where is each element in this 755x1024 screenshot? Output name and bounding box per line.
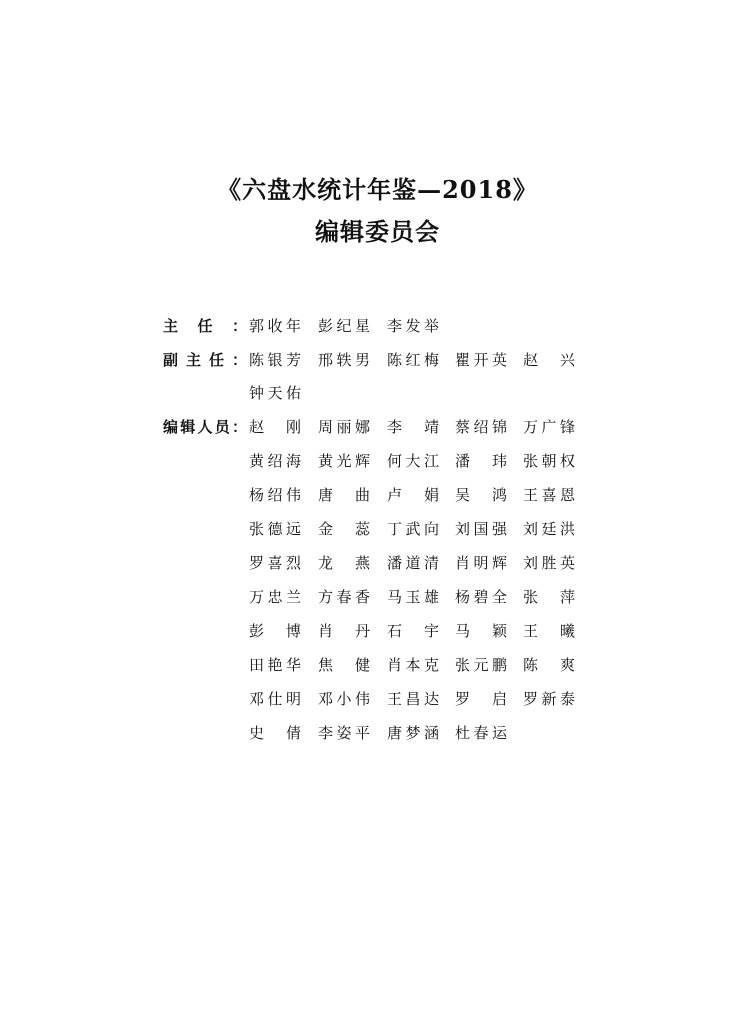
- member-name: 焦 健: [318, 656, 370, 674]
- editors-row: [0, 653, 755, 677]
- member-name: 邢 轶 男: [318, 351, 370, 369]
- editors-row: [0, 517, 755, 541]
- deputy-director-row: [0, 348, 755, 372]
- director-label: 主 任 ：: [163, 317, 247, 335]
- member-name: 杜 春 运: [455, 724, 507, 742]
- director-row: [0, 314, 755, 338]
- member-name: 罗 新 泰: [523, 690, 575, 708]
- member-name: 赵 刚: [249, 418, 301, 436]
- member-name: 张 德 远: [249, 520, 301, 538]
- member-name: 刘 廷 洪: [523, 520, 575, 538]
- member-name: 钟 天 佑: [249, 384, 301, 402]
- member-name: 王 喜 恩: [523, 486, 575, 504]
- member-name: 刘 国 强: [455, 520, 507, 538]
- deputy-director-row: [0, 381, 755, 405]
- member-name: 肖 丹: [318, 622, 370, 640]
- member-name: 潘 玮: [455, 452, 507, 470]
- yearbook-title: 《六盘水统计年鉴—2018》: [217, 175, 538, 204]
- editors-row: [0, 619, 755, 643]
- editors-row: [0, 585, 755, 609]
- member-name: 张 萍: [523, 588, 575, 606]
- editors-label: 编 辑 人 员 ：: [163, 418, 247, 436]
- member-name: 金 蕊: [318, 520, 370, 538]
- editors-row: [0, 687, 755, 711]
- editors-row: [0, 449, 755, 473]
- member-name: 龙 燕: [318, 554, 370, 572]
- member-name: 罗 启: [455, 690, 507, 708]
- member-name: 邓 仕 明: [249, 690, 301, 708]
- member-name: 卢 娟: [387, 486, 439, 504]
- member-name: 杨 绍 伟: [249, 486, 301, 504]
- member-name: 黄 光 辉: [318, 452, 370, 470]
- member-name: 黄 绍 海: [249, 452, 301, 470]
- member-name: 潘 道 清: [387, 554, 439, 572]
- member-name: 何 大 江: [387, 452, 439, 470]
- member-name: 王 曦: [523, 622, 575, 640]
- member-name: 赵 兴: [523, 351, 575, 369]
- member-name: 田 艳 华: [249, 656, 301, 674]
- editors-row: [0, 721, 755, 745]
- member-name: 马 颖: [455, 622, 507, 640]
- editors-row: [0, 483, 755, 507]
- member-name: 彭 博: [249, 622, 301, 640]
- member-name: 杨 碧 全: [455, 588, 507, 606]
- member-name: 马 玉 雄: [387, 588, 439, 606]
- member-name: 周 丽 娜: [318, 418, 370, 436]
- member-name: 李 姿 平: [318, 724, 370, 742]
- member-name: 张 元 鹏: [455, 656, 507, 674]
- member-name: 万 忠 兰: [249, 588, 301, 606]
- member-name: 李 发 举: [387, 317, 439, 335]
- member-name: 陈 银 芳: [249, 351, 301, 369]
- member-name: 张 朝 权: [523, 452, 575, 470]
- member-name: 刘 胜 英: [523, 554, 575, 572]
- member-name: 唐 曲: [318, 486, 370, 504]
- editors-row: [0, 551, 755, 575]
- member-name: 陈 爽: [523, 656, 575, 674]
- member-name: 郭 收 年: [249, 317, 301, 335]
- deputy-director-label: 副 主 任 ：: [163, 351, 247, 369]
- committee-title: 编辑委员会: [315, 217, 440, 246]
- member-name: 彭 纪 星: [318, 317, 370, 335]
- member-name: 肖 明 辉: [455, 554, 507, 572]
- member-name: 丁 武 向: [387, 520, 439, 538]
- member-name: 肖 本 克: [387, 656, 439, 674]
- member-name: 史 倩: [249, 724, 301, 742]
- editors-row: [0, 415, 755, 439]
- member-name: 瞿 开 英: [455, 351, 507, 369]
- member-name: 蔡 绍 锦: [455, 418, 507, 436]
- member-name: 石 宇: [387, 622, 439, 640]
- member-name: 唐 梦 涵: [387, 724, 439, 742]
- member-name: 邓 小 伟: [318, 690, 370, 708]
- member-name: 王 昌 达: [387, 690, 439, 708]
- member-name: 陈 红 梅: [387, 351, 439, 369]
- member-name: 罗 喜 烈: [249, 554, 301, 572]
- member-name: 万 广 锋: [523, 418, 575, 436]
- member-name: 方 春 香: [318, 588, 370, 606]
- member-name: 李 靖: [387, 418, 439, 436]
- member-name: 吴 鸿: [455, 486, 507, 504]
